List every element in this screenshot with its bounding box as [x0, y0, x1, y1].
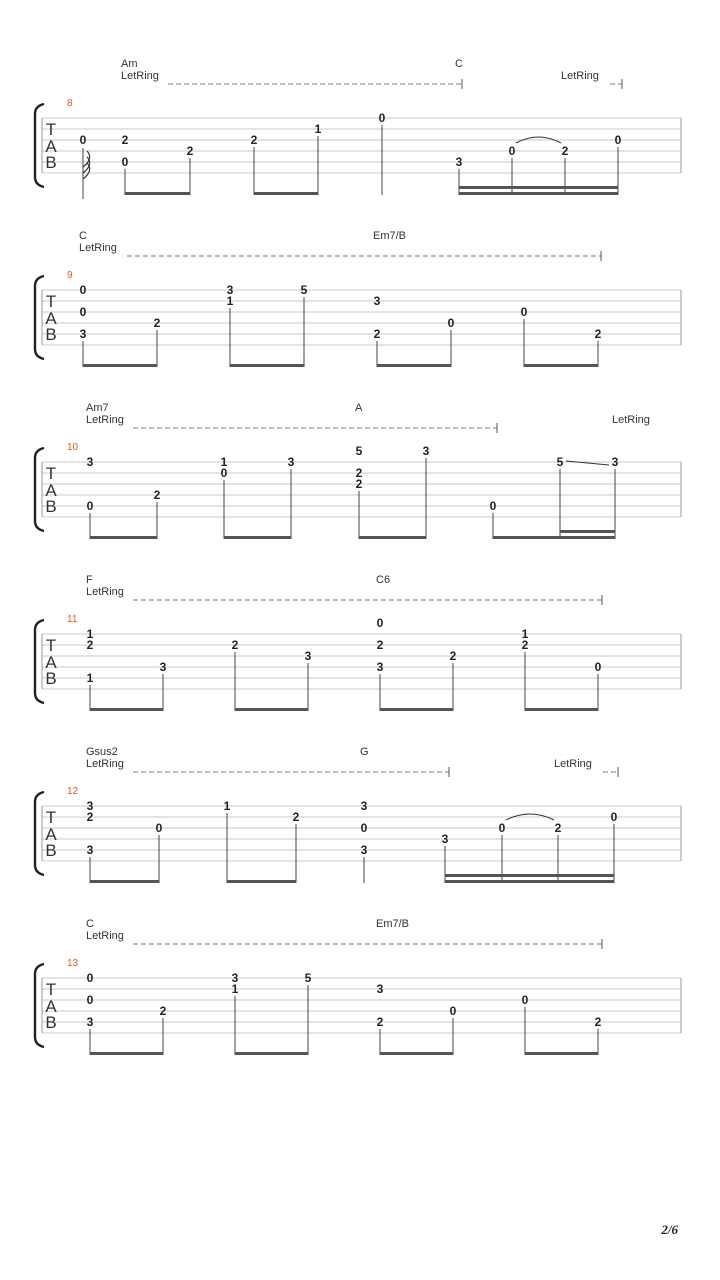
page-number: 2/6: [661, 1222, 678, 1237]
measure-number: 10: [67, 442, 79, 453]
fret-number: 3: [376, 660, 384, 674]
beam: [493, 536, 615, 539]
fret-number: 3: [226, 283, 234, 297]
tab-clef-letter: A: [45, 481, 57, 500]
beam: [254, 192, 318, 195]
beam: [524, 364, 598, 367]
fret-number: 0: [79, 133, 87, 147]
fret-number: 3: [422, 444, 430, 458]
fret-number: 2: [554, 821, 562, 835]
fret-number: 1: [231, 982, 239, 996]
tab-clef-letter: A: [45, 653, 57, 672]
fret-number: 3: [79, 327, 87, 341]
fret-number: 0: [489, 499, 497, 513]
fret-number: 0: [498, 821, 506, 835]
let-ring-label: LetRing: [86, 758, 124, 770]
tab-clef-letter: B: [45, 669, 57, 688]
fret-number: 2: [561, 144, 569, 158]
fret-number: 2: [121, 133, 129, 147]
tab-system-8: [35, 58, 681, 199]
fret-number: 0: [86, 993, 94, 1007]
fret-number: 0: [614, 133, 622, 147]
fret-number: 5: [556, 455, 564, 469]
fret-number: 3: [611, 455, 619, 469]
chord-name: Am: [121, 58, 138, 70]
tab-clef-letter: B: [45, 497, 57, 516]
beam: [445, 880, 614, 883]
fret-number: 0: [449, 1004, 457, 1018]
fret-number: 2: [86, 638, 94, 652]
fret-number: 2: [449, 649, 457, 663]
tab-clef-letter: B: [45, 153, 57, 172]
fret-number: 3: [86, 1015, 94, 1029]
fret-number: 0: [360, 821, 368, 835]
fret-number: 3: [304, 649, 312, 663]
beam: [90, 708, 163, 711]
tab-system-10: [35, 402, 681, 539]
system-bracket: [35, 104, 44, 187]
fret-number: 2: [86, 810, 94, 824]
fret-number: 2: [153, 316, 161, 330]
chord-name: C: [455, 58, 463, 70]
measure-number: 13: [67, 958, 79, 969]
fret-number: 1: [314, 122, 322, 136]
let-ring-label: LetRing: [79, 242, 117, 254]
system-bracket: [35, 964, 44, 1047]
beam: [380, 1052, 453, 1055]
fret-number: 0: [376, 616, 384, 630]
tab-system-9: [35, 230, 681, 367]
fret-number: 3: [360, 799, 368, 813]
tab-clef-letter: A: [45, 825, 57, 844]
tab-clef-letter: T: [45, 292, 57, 311]
fret-number: 3: [376, 982, 384, 996]
chord-name: Em7/B: [376, 918, 410, 930]
fret-number: 3: [373, 294, 381, 308]
fret-number: 2: [159, 1004, 167, 1018]
fret-number: 0: [86, 499, 94, 513]
measure-number: 9: [67, 270, 73, 281]
tab-clef-letter: A: [45, 309, 57, 328]
beam: [377, 364, 451, 367]
tab-clef-letter: T: [45, 636, 57, 655]
beam: [90, 536, 157, 539]
fret-number: 2: [594, 1015, 602, 1029]
fret-number: 3: [86, 799, 94, 813]
fret-number: 2: [153, 488, 161, 502]
fret-number: 5: [304, 971, 312, 985]
measure-number: 12: [67, 786, 79, 797]
fret-number: 3: [159, 660, 167, 674]
chord-name: Em7/B: [373, 230, 407, 242]
let-ring-label: LetRing: [121, 70, 159, 82]
fret-number: 2: [521, 638, 529, 652]
let-ring-label: LetRing: [612, 414, 650, 426]
fret-number: 1: [226, 294, 234, 308]
fret-number: 3: [287, 455, 295, 469]
fret-number: 0: [155, 821, 163, 835]
fret-number: 3: [455, 155, 463, 169]
fret-number: 0: [594, 660, 602, 674]
beam: [90, 1052, 163, 1055]
tab-clef-letter: B: [45, 841, 57, 860]
fret-number: 1: [86, 671, 94, 685]
chord-name: C6: [376, 574, 391, 586]
fret-number: 0: [521, 993, 529, 1007]
fret-number: 2: [250, 133, 258, 147]
fret-number: 0: [86, 971, 94, 985]
chord-name: G: [360, 746, 369, 758]
beam: [525, 1052, 598, 1055]
system-bracket: [35, 620, 44, 703]
measure-number: 8: [67, 98, 73, 109]
beam-secondary: [560, 530, 615, 533]
fret-number: 2: [186, 144, 194, 158]
fret-number: 2: [376, 638, 384, 652]
fret-number: 3: [231, 971, 239, 985]
chord-name: C: [86, 918, 94, 930]
fret-number: 0: [447, 316, 455, 330]
fret-number: 1: [220, 455, 228, 469]
tab-clef-letter: A: [45, 137, 57, 156]
tab-clef-letter: T: [45, 120, 57, 139]
beam: [359, 536, 426, 539]
fret-number: 5: [355, 444, 363, 458]
tab-clef-letter: A: [45, 997, 57, 1016]
beam: [235, 708, 308, 711]
fret-number: 2: [231, 638, 239, 652]
fret-number: 0: [79, 283, 87, 297]
system-bracket: [35, 792, 44, 875]
fret-number: 5: [300, 283, 308, 297]
beam: [380, 708, 453, 711]
beam: [83, 364, 157, 367]
fret-number: 0: [520, 305, 528, 319]
let-ring-label: LetRing: [86, 586, 124, 598]
tab-clef-letter: T: [45, 464, 57, 483]
fret-number: 1: [521, 627, 529, 641]
fret-number: 2: [355, 466, 363, 480]
chord-name: F: [86, 574, 93, 586]
fret-number: 1: [223, 799, 231, 813]
tab-system-13: [35, 918, 681, 1055]
measure-number: 11: [67, 614, 78, 625]
fret-number: 3: [360, 843, 368, 857]
fret-number: 3: [86, 455, 94, 469]
fret-number: 2: [355, 477, 363, 491]
system-bracket: [35, 448, 44, 531]
system-bracket: [35, 276, 44, 359]
beam: [224, 536, 291, 539]
fret-number: 3: [86, 843, 94, 857]
fret-number: 1: [86, 627, 94, 641]
chord-name: Gsus2: [86, 746, 118, 758]
beam: [459, 192, 618, 195]
beam: [230, 364, 304, 367]
tab-clef-letter: B: [45, 1013, 57, 1032]
fret-number: 0: [610, 810, 618, 824]
beam: [125, 192, 190, 195]
beam: [235, 1052, 308, 1055]
chord-name: C: [79, 230, 87, 242]
fret-number: 2: [376, 1015, 384, 1029]
fret-number: 2: [594, 327, 602, 341]
let-ring-label: LetRing: [561, 70, 599, 82]
fret-number: 0: [121, 155, 129, 169]
fret-number: 0: [378, 111, 386, 125]
tab-system-11: [35, 574, 681, 711]
beam-secondary: [445, 874, 614, 877]
fret-number: 3: [441, 832, 449, 846]
let-ring-label: LetRing: [86, 930, 124, 942]
tab-clef-letter: T: [45, 980, 57, 999]
tab-system-12: [35, 746, 681, 883]
chord-name: Am7: [86, 402, 109, 414]
beam: [227, 880, 296, 883]
fret-number: 2: [292, 810, 300, 824]
fret-number: 0: [508, 144, 516, 158]
tab-clef-letter: B: [45, 325, 57, 344]
beam-secondary: [459, 186, 618, 189]
let-ring-label: LetRing: [86, 414, 124, 426]
beam: [90, 880, 159, 883]
fret-number: 0: [79, 305, 87, 319]
beam: [525, 708, 598, 711]
chord-name: A: [355, 402, 363, 414]
fret-number: 2: [373, 327, 381, 341]
tab-clef-letter: T: [45, 808, 57, 827]
arpeggio-flag: [83, 163, 90, 179]
fret-number: 0: [220, 466, 228, 480]
let-ring-label: LetRing: [554, 758, 592, 770]
